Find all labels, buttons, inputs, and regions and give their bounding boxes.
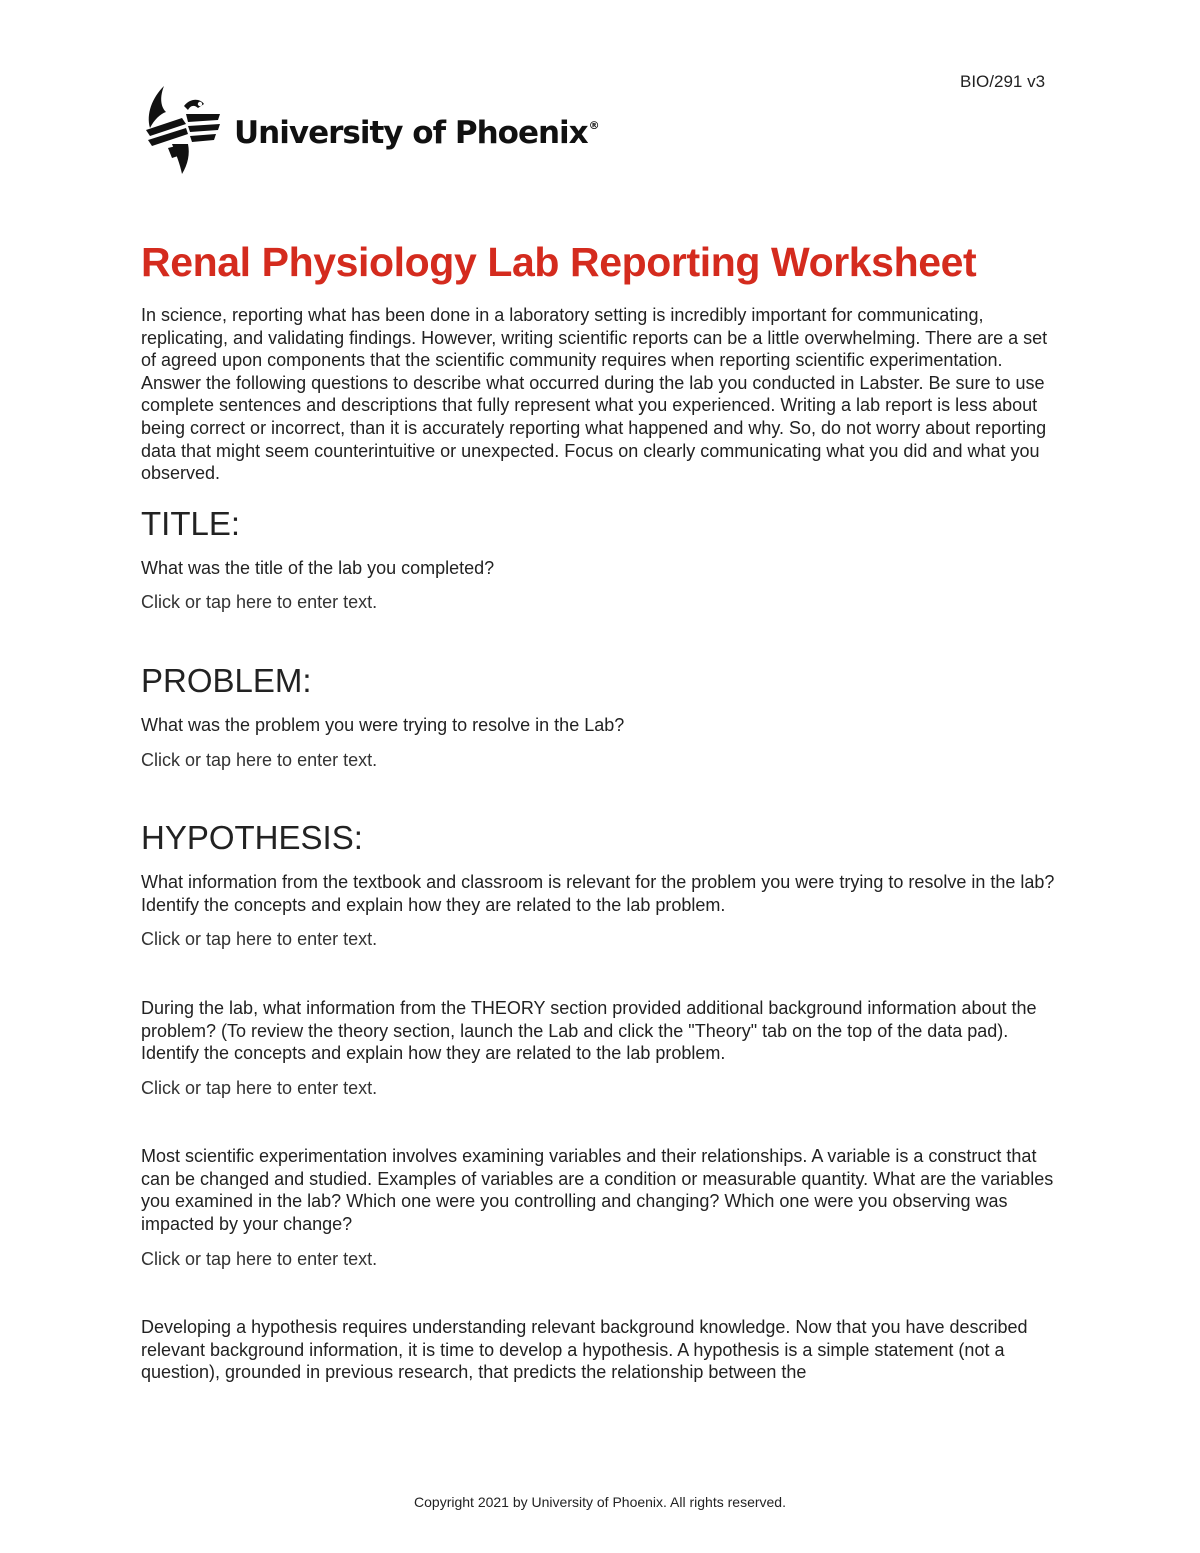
section-heading-hypothesis: HYPOTHESIS: <box>141 819 363 857</box>
university-logo <box>142 84 600 176</box>
phoenix-icon <box>142 84 222 176</box>
question-hypothesis-1: What information from the textbook and classroom is relevant for the problem you were trying to resolve in the lab? Identify the concepts and explain how they are related to the lab problem. <box>141 872 1055 915</box>
worksheet-content <box>141 236 1066 1396</box>
worksheet-title: Renal Physiology Lab Reporting Worksheet <box>141 239 977 285</box>
question-hypothesis-3: Most scientific experimentation involves examining variables and their relationships. A variable is a construct that can be changed and studied. Examples of variables are a condition or measurable quantity. What are the variables you examined in the lab? Which one were you controlling and changing? Which one were you observing was impacted by your change? <box>141 1146 1054 1235</box>
question-title: What was the title of the lab you completed? <box>141 557 495 578</box>
answer-field-hypothesis-2[interactable]: Click or tap here to enter text. <box>141 1077 378 1098</box>
section-heading-problem: PROBLEM: <box>141 661 312 699</box>
course-code: BIO/291 v3 <box>960 72 1046 91</box>
question-problem: What was the problem you were trying to resolve in the Lab? <box>141 714 625 735</box>
section-heading-title: TITLE: <box>141 504 241 542</box>
answer-field-problem[interactable]: Click or tap here to enter text. <box>141 749 378 770</box>
intro-paragraph: In science, reporting what has been done in a laboratory setting is incredibly important for communicating, replicating, and validating findings. However, writing scientific reports can be a little overwhelming. There are a set of agreed upon components that the scientific community requires when reporting scientific experimentation. Answer the following questions to describe what occurred during the lab you conducted in Labster. Be sure to use complete sentences and descriptions that fully represent what you experienced. Writing a lab report is less about being correct or incorrect, than it is accurately reporting what happened and why. So, do not worry about reporting data that might seem counterintuitive or unexpected. Focus on clearly communicating what you did and what you observed. <box>141 305 1048 484</box>
question-hypothesis-2: During the lab, what information from the THEORY section provided additional background information about the problem? (To review the theory section, launch the Lab and click the "Theory" tab on the top of the data pad). Identify the concepts and explain how they are related to the lab problem. <box>141 997 1037 1064</box>
answer-field-hypothesis-1[interactable]: Click or tap here to enter text. <box>141 929 378 950</box>
registered-mark: ® <box>588 119 600 132</box>
logo-text: University of Phoenix <box>234 115 588 151</box>
answer-field-hypothesis-3[interactable]: Click or tap here to enter text. <box>141 1248 378 1269</box>
logo-wordmark <box>234 115 600 151</box>
question-hypothesis-4: Developing a hypothesis requires understanding relevant background knowledge. Now that you have described relevant background information, it is time to develop a hypothesis. A hypothesis is a simple statement (not a question), grounded in previous research, that predicts the relationship between the <box>141 1317 1028 1383</box>
copyright-footer: Copyright 2021 by University of Phoenix. All rights reserved. <box>414 1494 786 1510</box>
answer-field-title[interactable]: Click or tap here to enter text. <box>141 592 378 613</box>
